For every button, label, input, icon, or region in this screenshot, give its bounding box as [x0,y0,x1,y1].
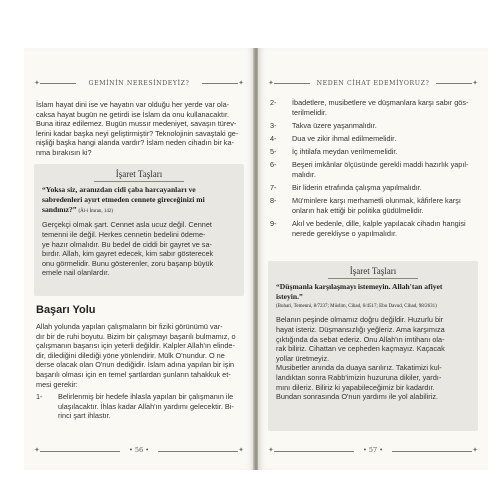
page-number: • 56 • [128,446,150,454]
text-line: Musibetler anında da duaya sarılırız. Takatimizi kul- [276,363,442,373]
right-page [258,48,488,470]
text-line: başarılı olması için en temel şartlardan şunların tahakkuk et- [36,369,231,379]
ornament-icon: ✦ [268,446,274,454]
list-number: 9- [270,219,277,229]
text-line: malıdır. [292,169,316,179]
section-heading: Başarı Yolu [36,304,96,316]
text-line: Gerçekçi olmak şart. Cennet asla ucuz değil. Cennet [42,220,212,230]
text-line: onu görmelidir. Bunu gösterenler, zoru başarıp büyük [42,258,214,268]
ornament-icon: ✦ [238,446,244,454]
text-line: Allah yolunda yapılan çalışmaların bir fiziki görünümü var- [36,322,223,331]
text-line: temenni ile değil. Herkes cennetin bedelini ödeme- [42,229,206,239]
text-line: derse olacak olan O'nun dediğidir. İslam adına yapılan bir işin [36,360,235,370]
divider [158,451,238,452]
list-number: 4- [270,133,277,143]
right-page-number [268,446,478,456]
text-line: Bundan sonrasında O'nun yardımı ile yol alabiliriz. [276,392,439,402]
text-line: dir, dilediğini dilediği yöne yönlendirir. Mülk O'nundur. O ne [36,350,225,360]
right-running-head [268,78,478,90]
text-line: ye hazır olmalıdır. Bu bedel de ciddi bir gayret ve sa- [42,239,212,249]
text-line: nma bırakısın ki? [36,147,92,157]
text-line: İç ihtilafa meydan verilmemelidir. [292,147,398,157]
list-number: 7- [270,183,277,193]
divider [202,83,238,84]
running-head-text: NEDEN CİHAT EDEMİYORUZ? [316,80,430,87]
list-item [268,160,480,179]
quote-source: (Âl-i İmran, 142) [78,208,114,214]
box-title: İşaret Taşları [115,169,163,179]
list-item [268,121,480,131]
text-line: lerini kadar başka neyi geliştirmiştir? Teknolojinin savaştaki ge- [36,128,239,138]
text-line: Dua ve zikir ihmal edilmemelidir. [292,133,397,143]
text-line: bırdır. Allah, kim gayret edecek, kim sabır gösterecek [42,249,214,259]
ornament-icon: ✦ [472,446,478,454]
text-line: Buna itiraz edilemez. Bugün mussır medeniyet, savaşın türev- [36,119,237,129]
text-line: çalışmanın başarısı için yeterli değildir. Kalpler Allah'ın elinde- [36,341,235,351]
text-line: Mü'minlere karşı merhametli olunmak, kâfirlere karşı [292,196,461,206]
intro-paragraph [36,100,242,158]
quote-line: sandınız?” [42,204,77,214]
text-line: Akıl ve bedenle, dille, kalple yapılacak cihadın hangisi [292,219,466,229]
text-line: hayat isteriz. Düşmansızlığı yeğleriz. Ama karşımıza [276,324,445,334]
divider [328,278,418,279]
quote-source: (Buhari, Temenni, 8/7237; Müslim, Cihad, 6/4517; Ebu Davud, Cihad, 98/2631) [276,303,437,309]
list-item [268,134,480,144]
quote-line: “Düşmanla karşılaşmayı istemeyin. Allah'tan afiyet [276,282,443,291]
left-page-number [34,446,244,456]
text-line: terilmelidir. [292,107,327,117]
list-item [268,147,480,157]
divider [436,83,472,84]
text-line: ulaşılacaktır. İhlas kadar Allah'ın yardımı gelecektir. Bi- [58,401,234,411]
left-running-head [34,78,244,90]
divider [40,83,76,84]
quote [34,185,244,216]
numbered-list [34,392,246,424]
list-item [268,98,480,117]
text-line: Belirlenmiş bir hedefe ihlasla yapılan bir çalışmanın ile [58,392,234,401]
running-head-text: GEMİNİN NERESİNDEYİZ? [88,80,190,87]
list-item [34,392,246,421]
list-number: 5- [270,147,277,157]
section-paragraph [36,322,242,389]
text-line: onların hak ettiği bir politika güdülmelidir. [292,205,424,215]
divider [274,83,310,84]
text-line: yollar üretmeyiz. [276,353,330,363]
text-line: İbadetlere, musibetlere ve düşmanlara karşı sabır gös- [292,98,469,107]
list-number: 2- [270,98,277,107]
text-line: caksa hayat bugün ne getirdi ise İslam da onu kullanacaktır. [36,109,230,119]
page-number: • 57 • [362,446,384,454]
text-line: landıktan sonra Rabb'imizin huzuruna dikiler, yardı- [276,372,442,382]
list-number: 3- [270,120,277,130]
ornament-icon: ✦ [472,79,478,87]
text-line: nişliği başka hangi alanda vardır? İslam neden cihadın bir ka- [36,138,234,148]
quote [268,282,478,311]
text-line: Takva üzere yaşanmalıdır. [292,120,377,130]
text-line: mesi gerekir: [36,379,78,389]
list-number: 1- [36,392,43,401]
quote-line: “Yoksa siz, aranızdan cidi çaba harcayanları ve [42,185,196,194]
box-title: İşaret Taşları [349,266,397,276]
quote-line: isteyin.” [276,291,303,301]
left-page [24,48,254,470]
list-item [268,196,480,215]
text-line: emele nail olanlardır. [42,268,110,278]
ornament-icon: ✦ [34,446,40,454]
text-line: çıktığında da sebat ederiz. Onu Allah'ın imtihanı ola- [276,334,445,344]
isaret-taslari-box [268,261,478,431]
ornament-icon: ✦ [238,79,244,87]
text-line: mını dileriz. Biliriz ki yapabileceğimiz bir kadardır. [276,382,435,392]
text-line: nerede gerekliyse o yapılmalıdır. [292,228,398,238]
ornament-icon: ✦ [268,79,274,87]
box-body [34,216,244,278]
divider [392,451,472,452]
text-line: rak biliriz. Cihattan ve cepheden kaçmayız. Kaçacak [276,344,445,354]
list-number: 8- [270,196,277,206]
numbered-list [268,98,480,242]
text-line: Bir liderin etrafında çalışma yapılmalıdır. [292,183,422,193]
divider [94,181,184,182]
text-line: dır bir de ruhi boyutu. Bizim bir çalışmayı başarılı bulmamız, o [36,331,236,341]
text-line: İslam hayat dini ise ve hayatın var olduğu her yerde var ola- [36,100,230,109]
list-number: 6- [270,160,277,170]
text-line: Beşeri imkânlar ölçüsünde gerekli maddi hazırlık yapıl- [292,160,469,170]
list-item [268,219,480,238]
isaret-taslari-box [34,164,244,296]
ornament-icon: ✦ [34,79,40,87]
list-item [268,183,480,193]
box-body [268,311,478,401]
book-spread [24,48,488,470]
text-line: rinci şart ihlastır. [58,411,111,421]
quote-line: sabredenleri ayırt etmeden cennete gireceğinizi mi [42,194,205,204]
text-line: Belanın peşinde olmamız doğru değildir. Huzurlu bir [276,315,444,325]
